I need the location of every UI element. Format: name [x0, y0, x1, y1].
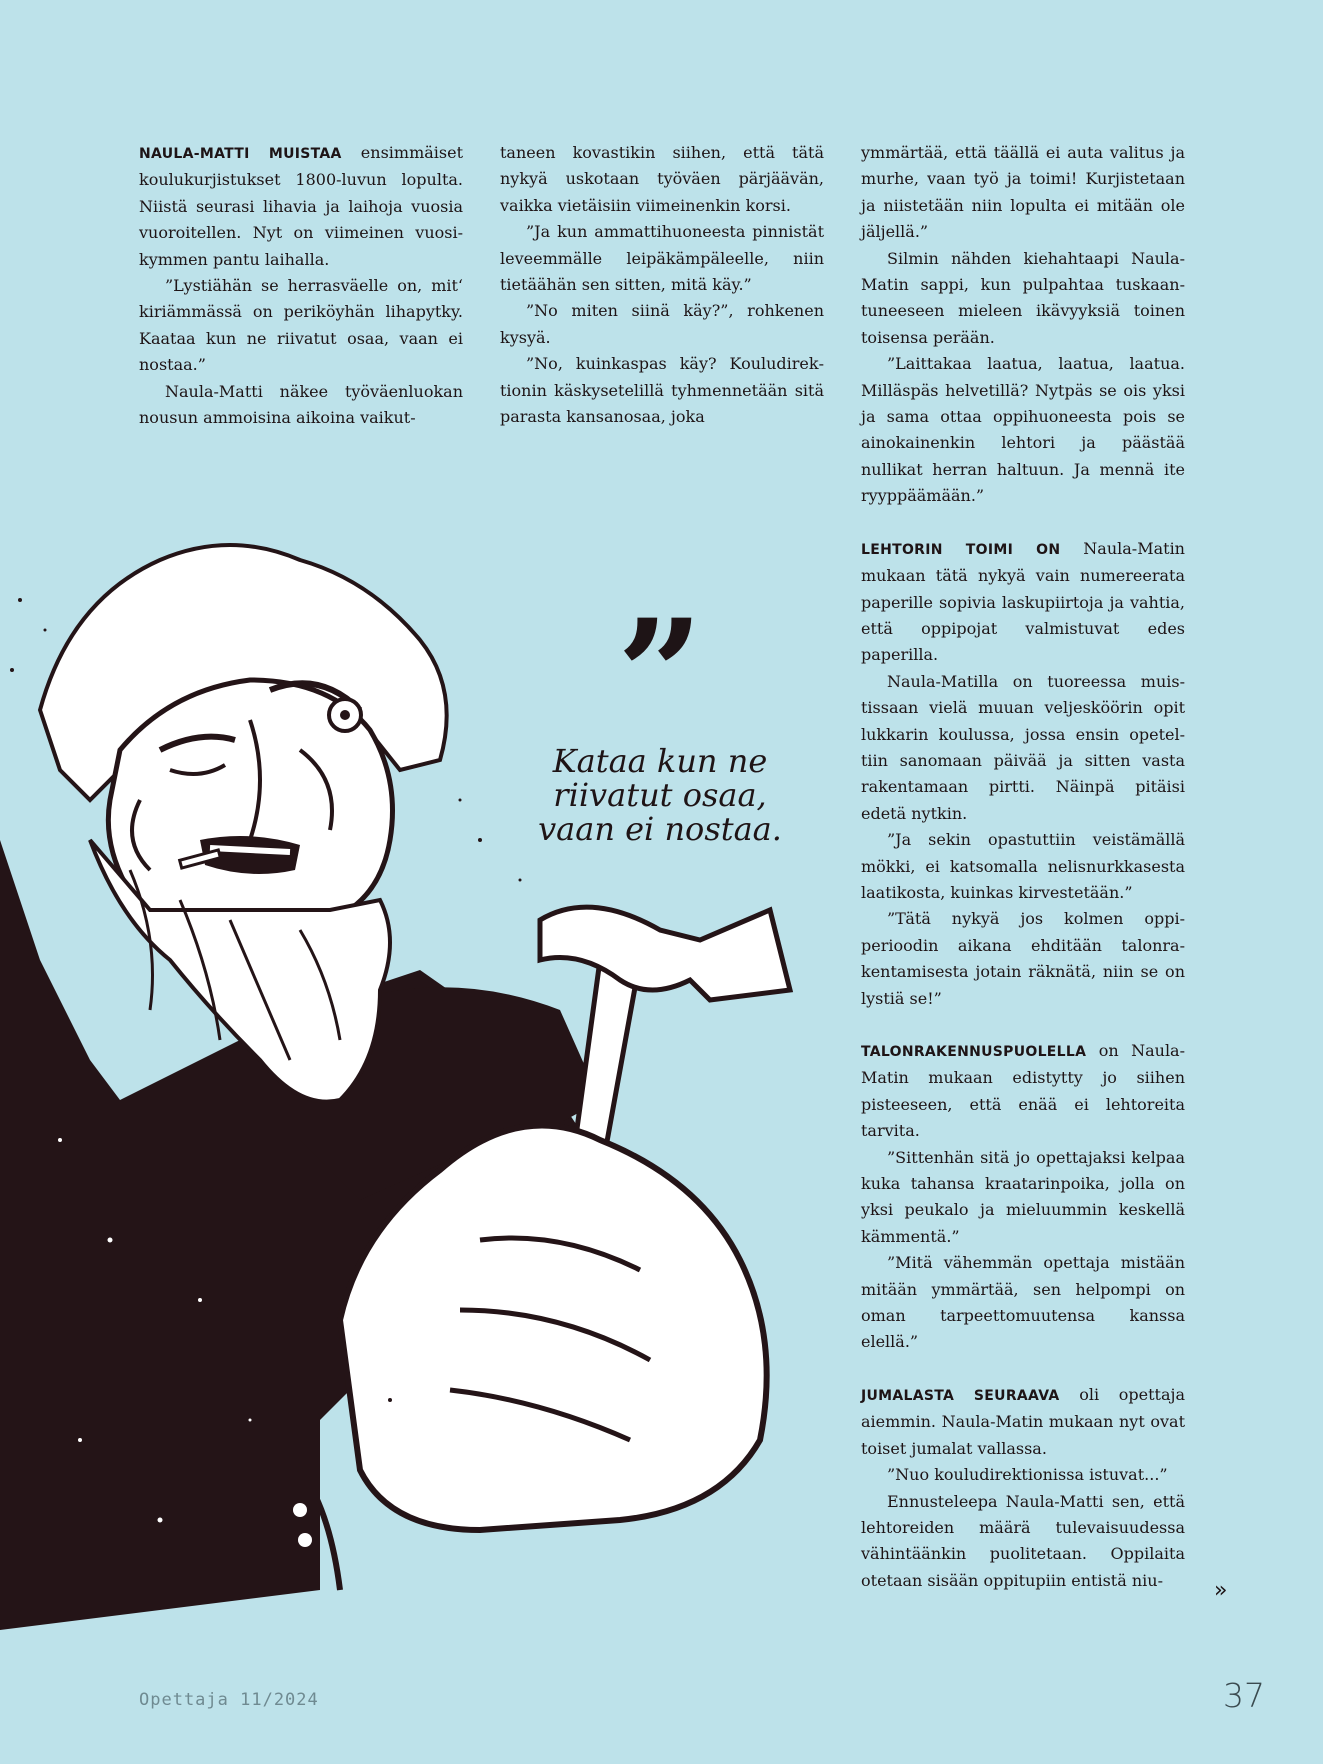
text-column-1	[139, 140, 463, 431]
paragraph: LEHTORIN TOIMI ON Naula-Matin mukaan tätä nykyä vain numereerata paperille sopivia laskupiirtoja ja vahtia, että oppipojat valmistuvat edes paperilla.	[861, 538, 1185, 665]
paragraph: ”Laittakaa laatua, laatua, laatua. Milläspäs helvetillä? Nytpäs se ois yksi ja sama ottaa oppihuoneesta pois se ainokainenkin lehtori ja päästää nullikat herran haltuun. Ja mennä ite ryyppäämään.”	[861, 354, 1185, 506]
section-kicker: TALONRAKENNUSPUOLELLA	[861, 1044, 1087, 1060]
paragraph: ”Ja kun ammattihuoneesta pinnistät leveemmälle leipäkämpäleelle, niin tietäähän sen sitten, mitä käy.”	[500, 222, 824, 295]
paragraph: taneen kovastikin siihen, että tätä nykyä uskotaan työväen pärjäävän, vaikka vietäisiin viimeinenkin korsi.	[500, 143, 824, 215]
paragraph: Ennusteleepa Naula-Matti sen, että lehtoreiden määrä tulevaisuudessa vähintäänkin puolitetaan. Oppilaita otetaan sisään oppitupiin entistä niu-	[861, 1491, 1185, 1590]
paragraph: ”No, kuinkaspas käy? Kouludirektionin käskysetelillä tyhmennetään sitä parasta kansanosaa, joka	[500, 354, 824, 427]
section-kicker: NAULA-MATTI MUISTAA	[139, 146, 342, 162]
pull-quote-text: Kataa kun ne riivatut osaa, vaan ei nostaa.	[538, 742, 782, 848]
paragraph: TALONRAKENNUSPUOLELLA on Naula-Matin mukaan edistytty jo siihen pisteeseen, että enää ei lehtoreita tarvita.	[861, 1041, 1185, 1141]
pull-quote	[520, 587, 800, 848]
paragraph: NAULA-MATTI MUISTAA ensimmäiset koulukurjistukset 1800-luvun lopulta. Niistä seurasi lihavia ja laihoja vuosia vuoroitellen. Nyt on viimeinen vuosikymmen pantu laihalla.	[139, 143, 463, 269]
section-kicker: JUMALASTA SEURAAVA	[861, 1387, 1060, 1404]
text-column-2	[500, 140, 824, 430]
paragraph: ”Sittenhän sitä jo opettajaksi kelpaa kuka tahansa kraatarinpoika, jolla on yksi peukalo ja mieluummin keskellä kämmentä.”	[861, 1147, 1185, 1246]
paragraph: ”Ja sekin opastuttiin veistämällä mökki, ei katsomalla nelisnurkkasesta laatikosta, kuinkas kirvestetään.”	[861, 830, 1185, 902]
text-column-3	[861, 140, 1185, 1594]
paragraph: Silmin nähden kiehahtaapi Naula-Matin sappi, kun pulpahtaa tuskaantuneeseen mieleen ikävyyksiä toinen toisensa perään.	[861, 248, 1185, 347]
paragraph: ”Mitä vähemmän opettaja mistään mitään ymmärtää, sen helpompi on oman tarpeettomuutensa kanssa elellä.”	[861, 1253, 1185, 1352]
paragraph: ”Lystiähän se herrasväelle on, mit‘ kiriämmässä on periköyhän lihapytky. Kaataa kun ne riivatut osaa, vaan ei nostaa.”	[139, 276, 463, 375]
quote-mark-icon: ”	[616, 587, 704, 763]
paragraph: ”No miten siinä käy?”, rohkenen kysyä.	[500, 301, 824, 347]
paragraph: Naula-Matilla on tuoreessa muistissaan vielä muuan veljesköörin opit lukkarin koulussa, jossa ensin opeteltiin sanomaan päivää ja sitten vasta rakentamaan pirtti. Näinpä pitäisi edetä nytkin.	[861, 671, 1185, 823]
paragraph: JUMALASTA SEURAAVA oli opettaja aiemmin. Naula-Matin mukaan nyt ovat toiset jumalat vallassa.	[861, 1384, 1185, 1458]
paragraph: Naula-Matti näkee työväenluokan nousun ammoisina aikoina vaikut-	[139, 381, 463, 428]
paragraph: ymmärtää, että täällä ei auta valitus ja murhe, vaan työ ja toimi! Kurjistetaan ja niistetään niin lopulta ei mitään ole jäljellä.”	[861, 143, 1185, 242]
section-kicker: LEHTORIN TOIMI ON	[861, 541, 1061, 558]
paragraph: ”Tätä nykyä jos kolmen oppiperioodin aikana ehditään talonrakentamisesta jotain räknätä, niin se on lystiä se!”	[861, 909, 1185, 1008]
magazine-issue: Opettaja 11/2024	[139, 1690, 319, 1710]
page-number: 37	[1223, 1676, 1265, 1715]
continue-arrow-icon: »	[1214, 1578, 1228, 1603]
paragraph: ”Nuo kouludirektionissa istuvat...”	[887, 1465, 1168, 1485]
